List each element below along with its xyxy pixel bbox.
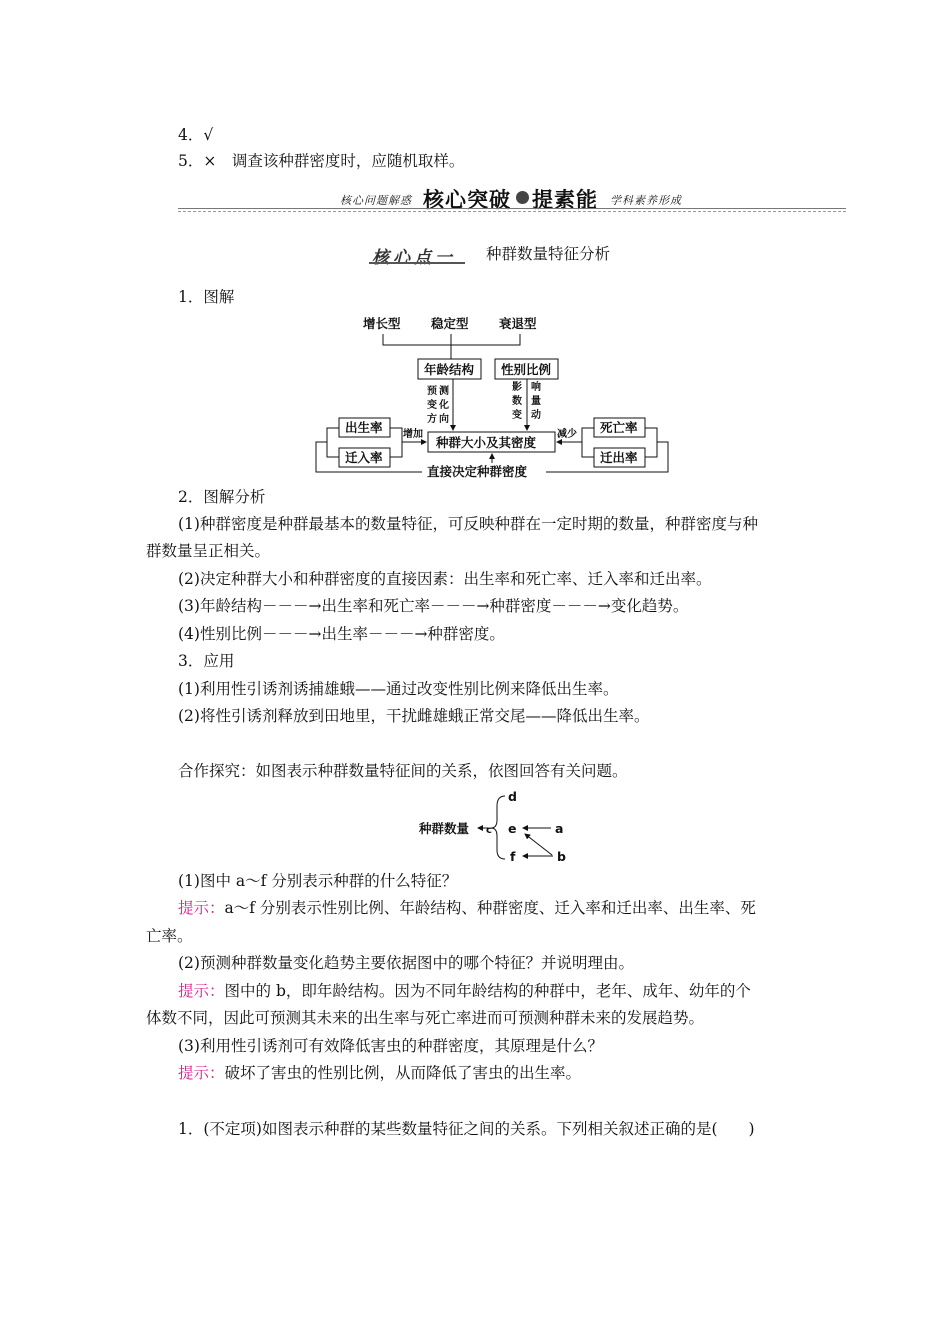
affect-char-3: 数 <box>512 396 522 407</box>
increase-label: 增加 <box>403 429 423 440</box>
answer-1-line2: 亡率。 <box>146 927 193 945</box>
exercise-question-1: 1．(不定项)如图表示种群的某些数量特征之间的关系。下列相关叙述正确的是( ) <box>178 1120 755 1138</box>
hint-label: 提示： <box>178 899 225 917</box>
application-p1: (1)利用性引诱剂诱捕雄蛾——通过改变性别比例来降低出生率。 <box>178 680 619 698</box>
analysis-p2: (2)决定种群大小和种群密度的直接因素：出生率和死亡率、迁入率和迁出率。 <box>178 570 712 588</box>
affect-char-4: 量 <box>531 396 541 407</box>
analysis-p1-line2: 群数量呈正相关。 <box>146 542 271 560</box>
affect-char-5: 变 <box>512 410 522 421</box>
label-a: a <box>555 821 564 836</box>
age-structure-box: 年龄结构 <box>424 362 475 377</box>
banner-title-1: 核心突破 <box>423 188 511 212</box>
question-1: (1)图中 a～f 分别表示种群的什么特征？ <box>178 872 458 890</box>
answer-1-text: a～f 分别表示性别比例、年龄结构、种群密度、迁入率和迁出率、出生率、死 <box>224 899 756 917</box>
predict-char-3: 变 <box>427 400 437 411</box>
application-p2: (2)将性引诱剂释放到田地里，干扰雌雄蛾正常交尾——降低出生率。 <box>178 707 650 725</box>
answer-1-line1 <box>178 898 756 918</box>
label-f: f <box>510 849 516 864</box>
core-point-badge: 核心点一 <box>372 248 456 268</box>
predict-char-1: 预 <box>427 386 437 397</box>
emigration-rate-box: 迁出率 <box>600 450 638 465</box>
answer-3-text: 破坏了害虫的性别比例，从而降低了害虫的出生率。 <box>224 1064 582 1082</box>
direct-determine-label: 直接决定种群密度 <box>427 464 528 478</box>
predict-char-4: 化 <box>439 400 449 411</box>
explore-intro: 合作探究：如图表示种群数量特征间的关系，依图回答有关问题。 <box>178 762 628 780</box>
type-decline: 衰退型 <box>499 316 537 331</box>
badge-underline <box>369 262 465 264</box>
predict-char-6: 向 <box>439 414 449 425</box>
center-box: 种群大小及其密度 <box>436 435 537 450</box>
sex-ratio-box: 性别比例 <box>501 362 552 377</box>
question-3: (3)利用性引诱剂可有效降低害虫的种群密度，其原理是什么？ <box>178 1037 603 1055</box>
decrease-label: 减少 <box>557 429 577 440</box>
answer-2-line2: 体数不同，因此可预测其未来的出生率与死亡率进而可预测种群未来的发展趋势。 <box>146 1009 705 1027</box>
birth-rate-box: 出生率 <box>345 420 383 435</box>
banner-left-text: 核心问题解惑 <box>340 194 412 207</box>
label-e: e <box>508 821 517 836</box>
label-c: c <box>486 825 492 836</box>
hint-label: 提示： <box>178 1064 225 1082</box>
item-number: 4． <box>178 126 204 144</box>
item-number: 5． <box>178 152 204 170</box>
banner-rule <box>178 208 846 209</box>
population-features-diagram <box>300 308 680 478</box>
section-1-heading: 1．图解 <box>178 288 235 306</box>
predict-char-2: 测 <box>439 386 449 397</box>
item-text: √ <box>203 126 214 144</box>
answer-2-line1 <box>178 981 751 1001</box>
population-size-label: 种群数量 <box>419 821 470 836</box>
death-rate-box: 死亡率 <box>600 420 638 435</box>
question-2: (2)预测种群数量变化趋势主要依据图中的哪个特征？并说明理由。 <box>178 954 634 972</box>
hint-label: 提示： <box>178 982 225 1000</box>
immigration-rate-box: 迁入率 <box>345 450 383 465</box>
banner-arrow-icon <box>516 191 529 204</box>
type-growth: 增长型 <box>363 316 401 331</box>
feature-relation-diagram <box>410 786 580 866</box>
banner-title-2: 提素能 <box>532 188 598 212</box>
type-stable: 稳定型 <box>431 316 469 331</box>
section-2-heading: 2．图解分析 <box>178 488 266 506</box>
affect-char-6: 动 <box>531 410 541 421</box>
banner-right-text: 学科素养形成 <box>610 194 682 207</box>
analysis-p3: (3)年龄结构－－－→出生率和死亡率－－－→种群密度－－－→变化趋势。 <box>178 597 689 615</box>
affect-char-1: 影 <box>512 382 522 393</box>
analysis-p1-line1: (1)种群密度是种群最基本的数量特征，可反映种群在一定时期的数量，种群密度与种 <box>178 515 758 533</box>
answer-3 <box>178 1063 581 1083</box>
predict-char-5: 方 <box>427 414 437 425</box>
label-b: b <box>557 849 566 864</box>
analysis-p4: (4)性别比例－－－→出生率－－－→种群密度。 <box>178 625 505 643</box>
affect-char-2: 响 <box>531 382 541 393</box>
banner-rule-dashed <box>178 211 846 212</box>
label-d: d <box>508 789 517 804</box>
item-text: × 调查该种群密度时，应随机取样。 <box>203 152 465 170</box>
section-3-heading: 3．应用 <box>178 652 235 670</box>
answer-item-5 <box>178 151 464 171</box>
answer-2-text: 图中的 b，即年龄结构。因为不同年龄结构的种群中，老年、成年、幼年的个 <box>224 982 751 1000</box>
answer-item-4 <box>178 125 213 145</box>
core-point-title: 种群数量特征分析 <box>486 245 611 263</box>
